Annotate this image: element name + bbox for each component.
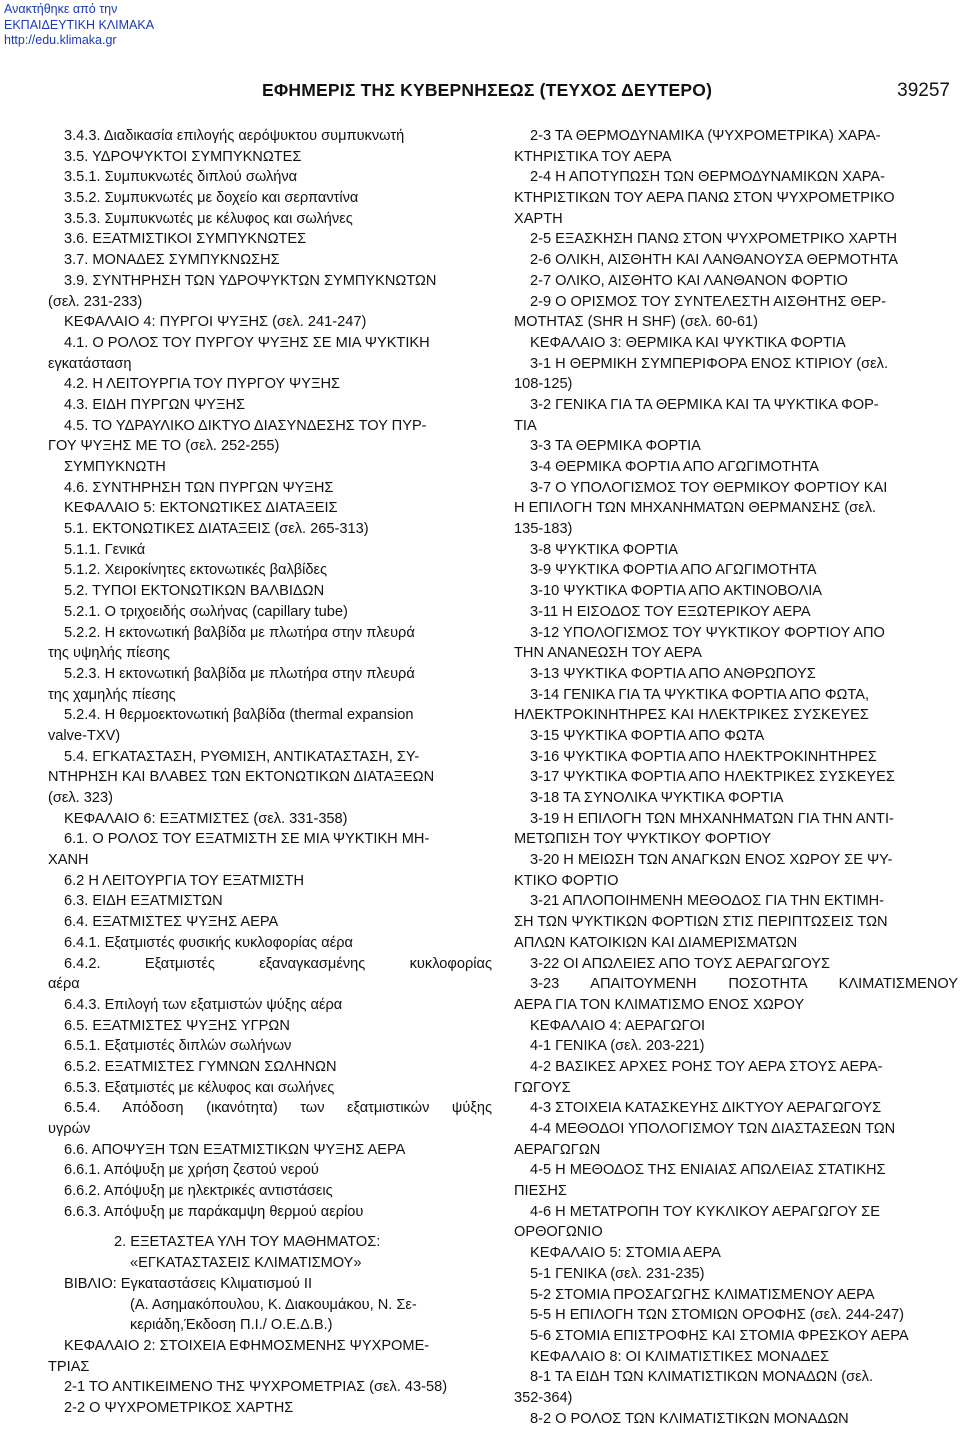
toc-line: υγρών — [48, 1121, 91, 1137]
toc-line: της υψηλής πίεσης — [48, 645, 170, 662]
toc-line: ΓΟΥ ΨΥΞΗΣ ΜΕ ΤΟ (σελ. 252-255) — [48, 438, 280, 455]
toc-line: ΚΤΗΡΙΣΤΙΚΑ ΤΟΥ ΑΕΡΑ — [514, 148, 672, 165]
chapter-heading: ΚΕΦΑΛΑΙΟ 4: ΠΥΡΓΟΙ ΨΥΞΗΣ (σελ. 241-247) — [64, 314, 367, 331]
book-line: (Α. Ασημακόπουλου, Κ. Διακουμάκου, Ν. Σε- — [130, 1296, 417, 1313]
section-heading: 2. ΕΞΕΤΑΣΤΕΑ ΥΛΗ ΤΟΥ ΜΑΘΗΜΑΤΟΣ: — [114, 1234, 381, 1251]
toc-line: 5.4. ΕΓΚΑΤΑΣΤΑΣΗ, ΡΥΘΜΙΣΗ, ΑΝΤΙΚΑΤΑΣΤΑΣΗ, ΣΥ- — [64, 748, 420, 765]
toc-line: 5-1 ΓΕΝΙΚΑ (σελ. 231-235) — [530, 1265, 705, 1282]
toc-line: 3.9. ΣΥΝΤΗΡΗΣΗ ΤΩΝ ΥΔΡΟΨΥΚΤΩΝ ΣΥΜΠΥΚΝΩΤΩΝ — [64, 272, 437, 289]
toc-line: 4-5 Η ΜΕΘΟΔΟΣ ΤΗΣ ΕΝΙΑΙΑΣ ΑΠΩΛΕΙΑΣ ΣΤΑΤΙΚΗΣ — [530, 1162, 886, 1179]
toc-line: 6.1. Ο ΡΟΛΟΣ ΤΟΥ ΕΞΑΤΜΙΣΤΗ ΣΕ ΜΙΑ ΨΥΚΤΙΚΗ ΜΗ- — [64, 831, 430, 848]
toc-line: 6.2 Η ΛΕΙΤΟΥΡΓΙΑ ΤΟΥ ΕΞΑΤΜΙΣΤΗ — [64, 872, 305, 889]
toc-line: 4-2 ΒΑΣΙΚΕΣ ΑΡΧΕΣ ΡΟΗΣ ΤΟΥ ΑΕΡΑ ΣΤΟΥΣ ΑΕΡΑ- — [530, 1058, 883, 1075]
toc-line: 2-3 ΤΑ ΘΕΡΜΟΔΥΝΑΜΙΚΑ (ΨΥΧΡΟΜΕΤΡΙΚΑ) ΧΑΡΑ- — [530, 128, 881, 144]
toc-line: 6.4.2. Εξατμιστές εξαναγκασμένης κυκλοφορίας — [64, 955, 492, 972]
toc-line: 6.5. ΕΞΑΤΜΙΣΤΕΣ ΨΥΞΗΣ ΥΓΡΩΝ — [64, 1017, 290, 1034]
toc-line: 6.4.1. Εξατμιστές φυσικής κυκλοφορίας αέρα — [64, 934, 353, 951]
toc-line: 5.1.2. Χειροκίνητες εκτονωτικές βαλβίδες — [64, 562, 328, 579]
page-header-title: ΕΦΗΜΕΡΙΣ ΤΗΣ ΚΥΒΕΡΝΗΣΕΩΣ (ΤΕΥΧΟΣ ΔΕΥΤΕΡΟ) — [262, 80, 713, 100]
toc-line: ΤΙΑ — [514, 417, 537, 434]
toc-line: ΠΙΕΣΗΣ — [514, 1183, 567, 1200]
toc-line: 3.5.3. Συμπυκνωτές με κέλυφος και σωλήνες — [64, 210, 353, 227]
toc-line: 3-18 ΤΑ ΣΥΝΟΛΙΚΑ ΨΥΚΤΙΚΑ ΦΟΡΤΙΑ — [530, 790, 784, 806]
toc-line: 4-4 ΜΕΘΟΔΟΙ ΥΠΟΛΟΓΙΣΜΟΥ ΤΩΝ ΔΙΑΣΤΑΣΕΩΝ ΤΩΝ — [530, 1121, 896, 1137]
toc-line: 5.2. ΤΥΠΟΙ ΕΚΤΟΝΩΤΙΚΩΝ ΒΑΛΒΙΔΩΝ — [64, 583, 325, 600]
toc-line: ΜΕΤΩΠΙΣΗ ΤΟΥ ΨΥΚΤΙΚΟΥ ΦΟΡΤΙΟΥ — [514, 831, 772, 848]
book-line: ΒΙΒΛΙΟ: Εγκαταστάσεις Κλιματισμού ΙΙ — [64, 1275, 313, 1292]
toc-line: 6.5.3. Εξατμιστές με κέλυφος και σωλήνες — [64, 1079, 335, 1096]
toc-line: 4.2. Η ΛΕΙΤΟΥΡΓΙΑ ΤΟΥ ΠΥΡΓΟΥ ΨΥΞΗΣ — [64, 376, 341, 393]
toc-line: Η ΕΠΙΛΟΓΗ ΤΩΝ ΜΗΧΑΝΗΜΑΤΩΝ ΘΕΡΜΑΝΣΗΣ (σελ. — [514, 500, 877, 517]
toc-line: 3-19 Η ΕΠΙΛΟΓΗ ΤΩΝ ΜΗΧΑΝΗΜΑΤΩΝ ΓΙΑ ΤΗΝ ΑΝΤΙ- — [530, 810, 894, 827]
left-column — [48, 126, 492, 1419]
toc-line: (σελ. 323) — [48, 790, 113, 806]
toc-line: 2-9 Ο ΟΡΙΣΜΟΣ ΤΟΥ ΣΥΝΤΕΛΕΣΤΗ ΑΙΣΘΗΤΗΣ ΘΕΡ- — [530, 293, 887, 310]
right-column — [514, 126, 958, 1429]
toc-line: 3-3 ΤΑ ΘΕΡΜΙΚΑ ΦΟΡΤΙΑ — [530, 438, 701, 455]
toc-line: 2-4 Η ΑΠΟΤΥΠΩΣΗ ΤΩΝ ΘΕΡΜΟΔΥΝΑΜΙΚΩΝ ΧΑΡΑ- — [530, 169, 886, 186]
section-heading: «ΕΓΚΑΤΑΣΤΑΣΕΙΣ ΚΛΙΜΑΤΙΣΜΟΥ» — [130, 1255, 362, 1272]
chapter-heading: ΚΕΦΑΛΑΙΟ 5: ΣΤΟΜΙΑ ΑΕΡΑ — [530, 1245, 721, 1262]
watermark-line-1: Ανακτήθηκε από την — [4, 2, 118, 16]
toc-line: 3-14 ΓΕΝΙΚΑ ΓΙΑ ΤΑ ΨΥΚΤΙΚΑ ΦΟΡΤΙΑ ΑΠΟ ΦΩΤΑ, — [530, 686, 870, 703]
toc-line: 2-7 ΟΛΙΚΟ, ΑΙΣΘΗΤΟ ΚΑΙ ΛΑΝΘΑΝΟΝ ΦΟΡΤΙΟ — [530, 272, 848, 289]
toc-line: 6.6.1. Απόψυξη με χρήση ζεστού νερού — [64, 1162, 319, 1179]
toc-line: 5.1.1. Γενικά — [64, 541, 146, 558]
toc-line: ΤΗΝ ΑΝΑΝΕΩΣΗ ΤΟΥ ΑΕΡΑ — [514, 645, 702, 662]
toc-line: 3-9 ΨΥΚΤΙΚΑ ΦΟΡΤΙΑ ΑΠΟ ΑΓΩΓΙΜΟΤΗΤΑ — [530, 562, 817, 579]
toc-line: 4-3 ΣΤΟΙΧΕΙΑ ΚΑΤΑΣΚΕΥΗΣ ΔΙΚΤΥΟΥ ΑΕΡΑΓΩΓΟΥΣ — [530, 1100, 882, 1117]
toc-line: 6.5.4. Απόδοση (ικανότητα) των εξατμιστικών ψύξης — [64, 1100, 492, 1117]
toc-line: ΗΛΕΚΤΡΟΚΙΝΗΤΗΡΕΣ ΚΑΙ ΗΛΕΚΤΡΙΚΕΣ ΣΥΣΚΕΥΕΣ — [514, 707, 869, 724]
chapter-heading: ΚΕΦΑΛΑΙΟ 4: ΑΕΡΑΓΩΓΟΙ — [530, 1017, 706, 1034]
toc-line: ΟΡΘΟΓΩΝΙΟ — [514, 1224, 603, 1241]
toc-line: 3.4.3. Διαδικασία επιλογής αερόψυκτου συμπυκνωτή — [64, 128, 405, 144]
page-number: 39257 — [897, 80, 950, 101]
toc-line: ΣΥΜΠΥΚΝΩΤΗ — [64, 459, 166, 475]
toc-line: ΧΑΡΤΗ — [514, 210, 563, 227]
toc-line: 5.1. ΕΚΤΟΝΩΤΙΚΕΣ ΔΙΑΤΑΞΕΙΣ (σελ. 265-313) — [64, 521, 369, 538]
toc-line: ΝΤΗΡΗΣΗ ΚΑΙ ΒΛΑΒΕΣ ΤΩΝ ΕΚΤΟΝΩΤΙΚΩΝ ΔΙΑΤΑΞΕΩΝ — [48, 769, 435, 786]
toc-line: 4-6 Η ΜΕΤΑΤΡΟΠΗ ΤΟΥ ΚΥΚΛΙΚΟΥ ΑΕΡΑΓΩΓΟΥ ΣΕ — [530, 1203, 880, 1220]
toc-line: 4.5. ΤΟ ΥΔΡΑΥΛΙΚΟ ΔΙΚΤΥΟ ΔΙΑΣΥΝΔΕΣΗΣ ΤΟΥ ΠΥΡ- — [64, 417, 427, 434]
toc-line: 3.5. ΥΔΡΟΨΥΚΤΟΙ ΣΥΜΠΥΚΝΩΤΕΣ — [64, 148, 302, 165]
toc-line: 3-2 ΓΕΝΙΚΑ ΓΙΑ ΤΑ ΘΕΡΜΙΚΑ ΚΑΙ ΤΑ ΨΥΚΤΙΚΑ ΦΟΡ- — [530, 396, 879, 413]
chapter-heading: ΚΕΦΑΛΑΙΟ 6: ΕΞΑΤΜΙΣΤΕΣ (σελ. 331-358) — [64, 810, 348, 827]
toc-line: 352-364) — [514, 1389, 573, 1406]
toc-line: 2-6 ΟΛΙΚΗ, ΑΙΣΘΗΤΗ ΚΑΙ ΛΑΝΘΑΝΟΥΣΑ ΘΕΡΜΟΤΗΤΑ — [530, 252, 898, 269]
toc-line: 5-5 Η ΕΠΙΛΟΓΗ ΤΩΝ ΣΤΟΜΙΩΝ ΟΡΟΦΗΣ (σελ. 244-247) — [530, 1307, 905, 1324]
toc-line: ΑΠΛΩΝ ΚΑΤΟΙΚΙΩΝ ΚΑΙ ΔΙΑΜΕΡΙΣΜΑΤΩΝ — [514, 934, 798, 951]
toc-line: 3.7. ΜΟΝΑΔΕΣ ΣΥΜΠΥΚΝΩΣΗΣ — [64, 252, 280, 269]
toc-line: 4.1. Ο ΡΟΛΟΣ ΤΟΥ ΠΥΡΓΟΥ ΨΥΞΗΣ ΣΕ ΜΙΑ ΨΥΚΤΙΚΗ — [64, 334, 430, 351]
toc-line: 3.5.2. Συμπυκνωτές με δοχείο και σερπαντίνα — [64, 190, 359, 207]
toc-line: 2-1 ΤΟ ΑΝΤΙΚΕΙΜΕΝΟ ΤΗΣ ΨΥΧΡΟΜΕΤΡΙΑΣ (σελ. 43-58) — [64, 1379, 448, 1396]
watermark — [4, 2, 154, 49]
toc-line: 2-5 ΕΞΑΣΚΗΣΗ ΠΑΝΩ ΣΤΟΝ ΨΥΧΡΟΜΕΤΡΙΚΟ ΧΑΡΤΗ — [530, 231, 898, 248]
toc-line: αέρα — [48, 976, 80, 993]
chapter-heading: ΚΕΦΑΛΑΙΟ 5: ΕΚΤΟΝΩΤΙΚΕΣ ΔΙΑΤΑΞΕΙΣ — [64, 500, 338, 517]
toc-line: ΤΡΙΑΣ — [48, 1358, 90, 1375]
toc-line: 5.2.3. Η εκτονωτική βαλβίδα με πλωτήρα στην πλευρά — [64, 665, 415, 682]
toc-line: 108-125) — [514, 376, 573, 393]
toc-line: 5.2.2. Η εκτονωτική βαλβίδα με πλωτήρα στην πλευρά — [64, 624, 415, 641]
toc-line: 6.6.2. Απόψυξη με ηλεκτρικές αντιστάσεις — [64, 1183, 333, 1200]
toc-line: ΣΗ ΤΩΝ ΨΥΚΤΙΚΩΝ ΦΟΡΤΙΩΝ ΣΤΙΣ ΠΕΡΙΠΤΩΣΕΙΣ ΤΩΝ — [514, 914, 888, 931]
toc-line: ΧΑΝΗ — [48, 852, 89, 869]
toc-line: 6.5.2. ΕΞΑΤΜΙΣΤΕΣ ΓΥΜΝΩΝ ΣΩΛΗΝΩΝ — [64, 1058, 337, 1075]
toc-line: 3-16 ΨΥΚΤΙΚΑ ΦΟΡΤΙΑ ΑΠΟ ΗΛΕΚΤΡΟΚΙΝΗΤΗΡΕΣ — [530, 748, 877, 765]
toc-line: 6.5.1. Εξατμιστές διπλών σωλήνων — [64, 1038, 292, 1055]
toc-line: 3-1 Η ΘΕΡΜΙΚΗ ΣΥΜΠΕΡΙΦΟΡΑ ΕΝΟΣ ΚΤΙΡΙΟΥ (σελ. — [530, 355, 889, 372]
toc-line: 3-17 ΨΥΚΤΙΚΑ ΦΟΡΤΙΑ ΑΠΟ ΗΛΕΚΤΡΙΚΕΣ ΣΥΣΚΕΥΕΣ — [530, 769, 895, 786]
toc-line: 135-183) — [514, 521, 573, 538]
book-line: κεριάδη,Έκδοση Π.Ι./ Ο.Ε.Δ.Β.) — [130, 1317, 333, 1334]
toc-line: (σελ. 231-233) — [48, 293, 143, 310]
toc-line: ΑΕΡΑ ΓΙΑ ΤΟΝ ΚΛΙΜΑΤΙΣΜΟ ΕΝΟΣ ΧΩΡΟΥ — [514, 996, 805, 1013]
toc-line: 3-23 ΑΠΑΙΤΟΥΜΕΝΗ ΠΟΣΟΤΗΤΑ ΚΛΙΜΑΤΙΣΜΕΝΟΥ — [530, 976, 958, 993]
toc-line: 3.5.1. Συμπυκνωτές διπλού σωλήνα — [64, 169, 298, 186]
chapter-heading: ΚΕΦΑΛΑΙΟ 2: ΣΤΟΙΧΕΙΑ ΕΦΗΜΟΣΜΕΝΗΣ ΨΥΧΡΟΜΕ- — [64, 1337, 430, 1354]
toc-line: 5-2 ΣΤΟΜΙΑ ΠΡΟΣΑΓΩΓΗΣ ΚΛΙΜΑΤΙΣΜΕΝΟΥ ΑΕΡΑ — [530, 1286, 875, 1303]
toc-line: 3-12 ΥΠΟΛΟΓΙΣΜΟΣ ΤΟΥ ΨΥΚΤΙΚΟΥ ΦΟΡΤΙΟΥ ΑΠΟ — [530, 624, 885, 641]
toc-line: 6.3. ΕΙΔΗ ΕΞΑΤΜΙΣΤΩΝ — [64, 893, 223, 910]
toc-line: 3-4 ΘΕΡΜΙΚΑ ΦΟΡΤΙΑ ΑΠΟ ΑΓΩΓΙΜΟΤΗΤΑ — [530, 459, 819, 475]
toc-line: ΚΤΙΚΟ ΦΟΡΤΙΟ — [514, 872, 619, 889]
toc-line: ΚΤΗΡΙΣΤΙΚΩΝ ΤΟΥ ΑΕΡΑ ΠΑΝΩ ΣΤΟΝ ΨΥΧΡΟΜΕΤΡΙΚΟ — [514, 190, 895, 207]
toc-line: 3-20 Η ΜΕΙΩΣΗ ΤΩΝ ΑΝΑΓΚΩΝ ΕΝΟΣ ΧΩΡΟΥ ΣΕ ΨΥ- — [530, 852, 893, 869]
toc-line: 6.6. ΑΠΟΨΥΞΗ ΤΩΝ ΕΞΑΤΜΙΣΤΙΚΩΝ ΨΥΞΗΣ ΑΕΡΑ — [64, 1141, 406, 1158]
toc-line: της χαμηλής πίεσης — [48, 686, 176, 703]
toc-line: 2-2 Ο ΨΥΧΡΟΜΕΤΡΙΚΟΣ ΧΑΡΤΗΣ — [64, 1399, 294, 1416]
toc-line: 8-2 Ο ΡΟΛΟΣ ΤΩΝ ΚΛΙΜΑΤΙΣΤΙΚΩΝ ΜΟΝΑΔΩΝ — [530, 1410, 849, 1427]
toc-line: 3-11 Η ΕΙΣΟΔΟΣ ΤΟΥ ΕΞΩΤΕΡΙΚΟΥ ΑΕΡΑ — [530, 603, 811, 620]
toc-line: 3-10 ΨΥΚΤΙΚΑ ΦΟΡΤΙΑ ΑΠΟ ΑΚΤΙΝΟΒΟΛΙΑ — [530, 583, 823, 600]
toc-line: 8-1 ΤΑ ΕΙΔΗ ΤΩΝ ΚΛΙΜΑΤΙΣΤΙΚΩΝ ΜΟΝΑΔΩΝ (σελ. — [530, 1369, 874, 1386]
toc-line: 5.2.1. Ο τριχοειδής σωλήνας (capillary tube) — [64, 603, 348, 620]
toc-line: 3-21 ΑΠΛΟΠΟΙΗΜΕΝΗ ΜΕΘΟΔΟΣ ΓΙΑ ΤΗΝ ΕΚΤΙΜΗ- — [530, 893, 885, 910]
toc-line: εγκατάσταση — [48, 355, 132, 372]
toc-line: 6.6.3. Απόψυξη με παράκαμψη θερμού αερίου — [64, 1203, 364, 1220]
watermark-link[interactable]: http://edu.klimaka.gr — [4, 33, 117, 47]
toc-line: valve-TXV) — [48, 727, 121, 744]
toc-line: 3-22 ΟΙ ΑΠΩΛΕΙΕΣ ΑΠΟ ΤΟΥΣ ΑΕΡΑΓΩΓΟΥΣ — [530, 955, 831, 972]
toc-line: 4.3. ΕΙΔΗ ΠΥΡΓΩΝ ΨΥΞΗΣ — [64, 396, 246, 413]
toc-line: ΜΟΤΗΤΑΣ (SHR Η SHF) (σελ. 60-61) — [514, 314, 758, 331]
watermark-line-2: ΕΚΠΑΙΔΕΥΤΙΚΗ ΚΛΙΜΑΚΑ — [4, 17, 155, 32]
toc-line: 3.6. ΕΞΑΤΜΙΣΤΙΚΟΙ ΣΥΜΠΥΚΝΩΤΕΣ — [64, 231, 307, 248]
toc-line: 4.6. ΣΥΝΤΗΡΗΣΗ ΤΩΝ ΠΥΡΓΩΝ ΨΥΞΗΣ — [64, 479, 334, 496]
toc-line: 4-1 ΓΕΝΙΚΑ (σελ. 203-221) — [530, 1038, 705, 1055]
toc-line: 6.4. ΕΞΑΤΜΙΣΤΕΣ ΨΥΞΗΣ ΑΕΡΑ — [64, 914, 279, 931]
toc-line: 3-15 ΨΥΚΤΙΚΑ ΦΟΡΤΙΑ ΑΠΟ ΦΩΤΑ — [530, 727, 765, 744]
chapter-heading: ΚΕΦΑΛΑΙΟ 3: ΘΕΡΜΙΚΑ ΚΑΙ ΨΥΚΤΙΚΑ ΦΟΡΤΙΑ — [530, 334, 846, 351]
toc-line: 5.2.4. Η θερμοεκτονωτική βαλβίδα (thermal expansion — [64, 707, 414, 724]
toc-line: ΑΕΡΑΓΩΓΩΝ — [514, 1141, 601, 1158]
toc-line: 6.4.3. Επιλογή των εξατμιστών ψύξης αέρα — [64, 996, 343, 1013]
toc-line: 3-7 Ο ΥΠΟΛΟΓΙΣΜΟΣ ΤΟΥ ΘΕΡΜΙΚΟΥ ΦΟΡΤΙΟΥ ΚΑΙ — [530, 479, 888, 496]
toc-line: ΓΩΓΟΥΣ — [514, 1079, 571, 1096]
chapter-heading: ΚΕΦΑΛΑΙΟ 8: ΟΙ ΚΛΙΜΑΤΙΣΤΙΚΕΣ ΜΟΝΑΔΕΣ — [530, 1348, 830, 1365]
toc-line: 5-6 ΣΤΟΜΙΑ ΕΠΙΣΤΡΟΦΗΣ ΚΑΙ ΣΤΟΜΙΑ ΦΡΕΣΚΟΥ ΑΕΡΑ — [530, 1327, 909, 1344]
toc-line: 3-13 ΨΥΚΤΙΚΑ ΦΟΡΤΙΑ ΑΠΟ ΑΝΘΡΩΠΟΥΣ — [530, 665, 816, 682]
toc-line: 3-8 ΨΥΚΤΙΚΑ ΦΟΡΤΙΑ — [530, 541, 678, 558]
